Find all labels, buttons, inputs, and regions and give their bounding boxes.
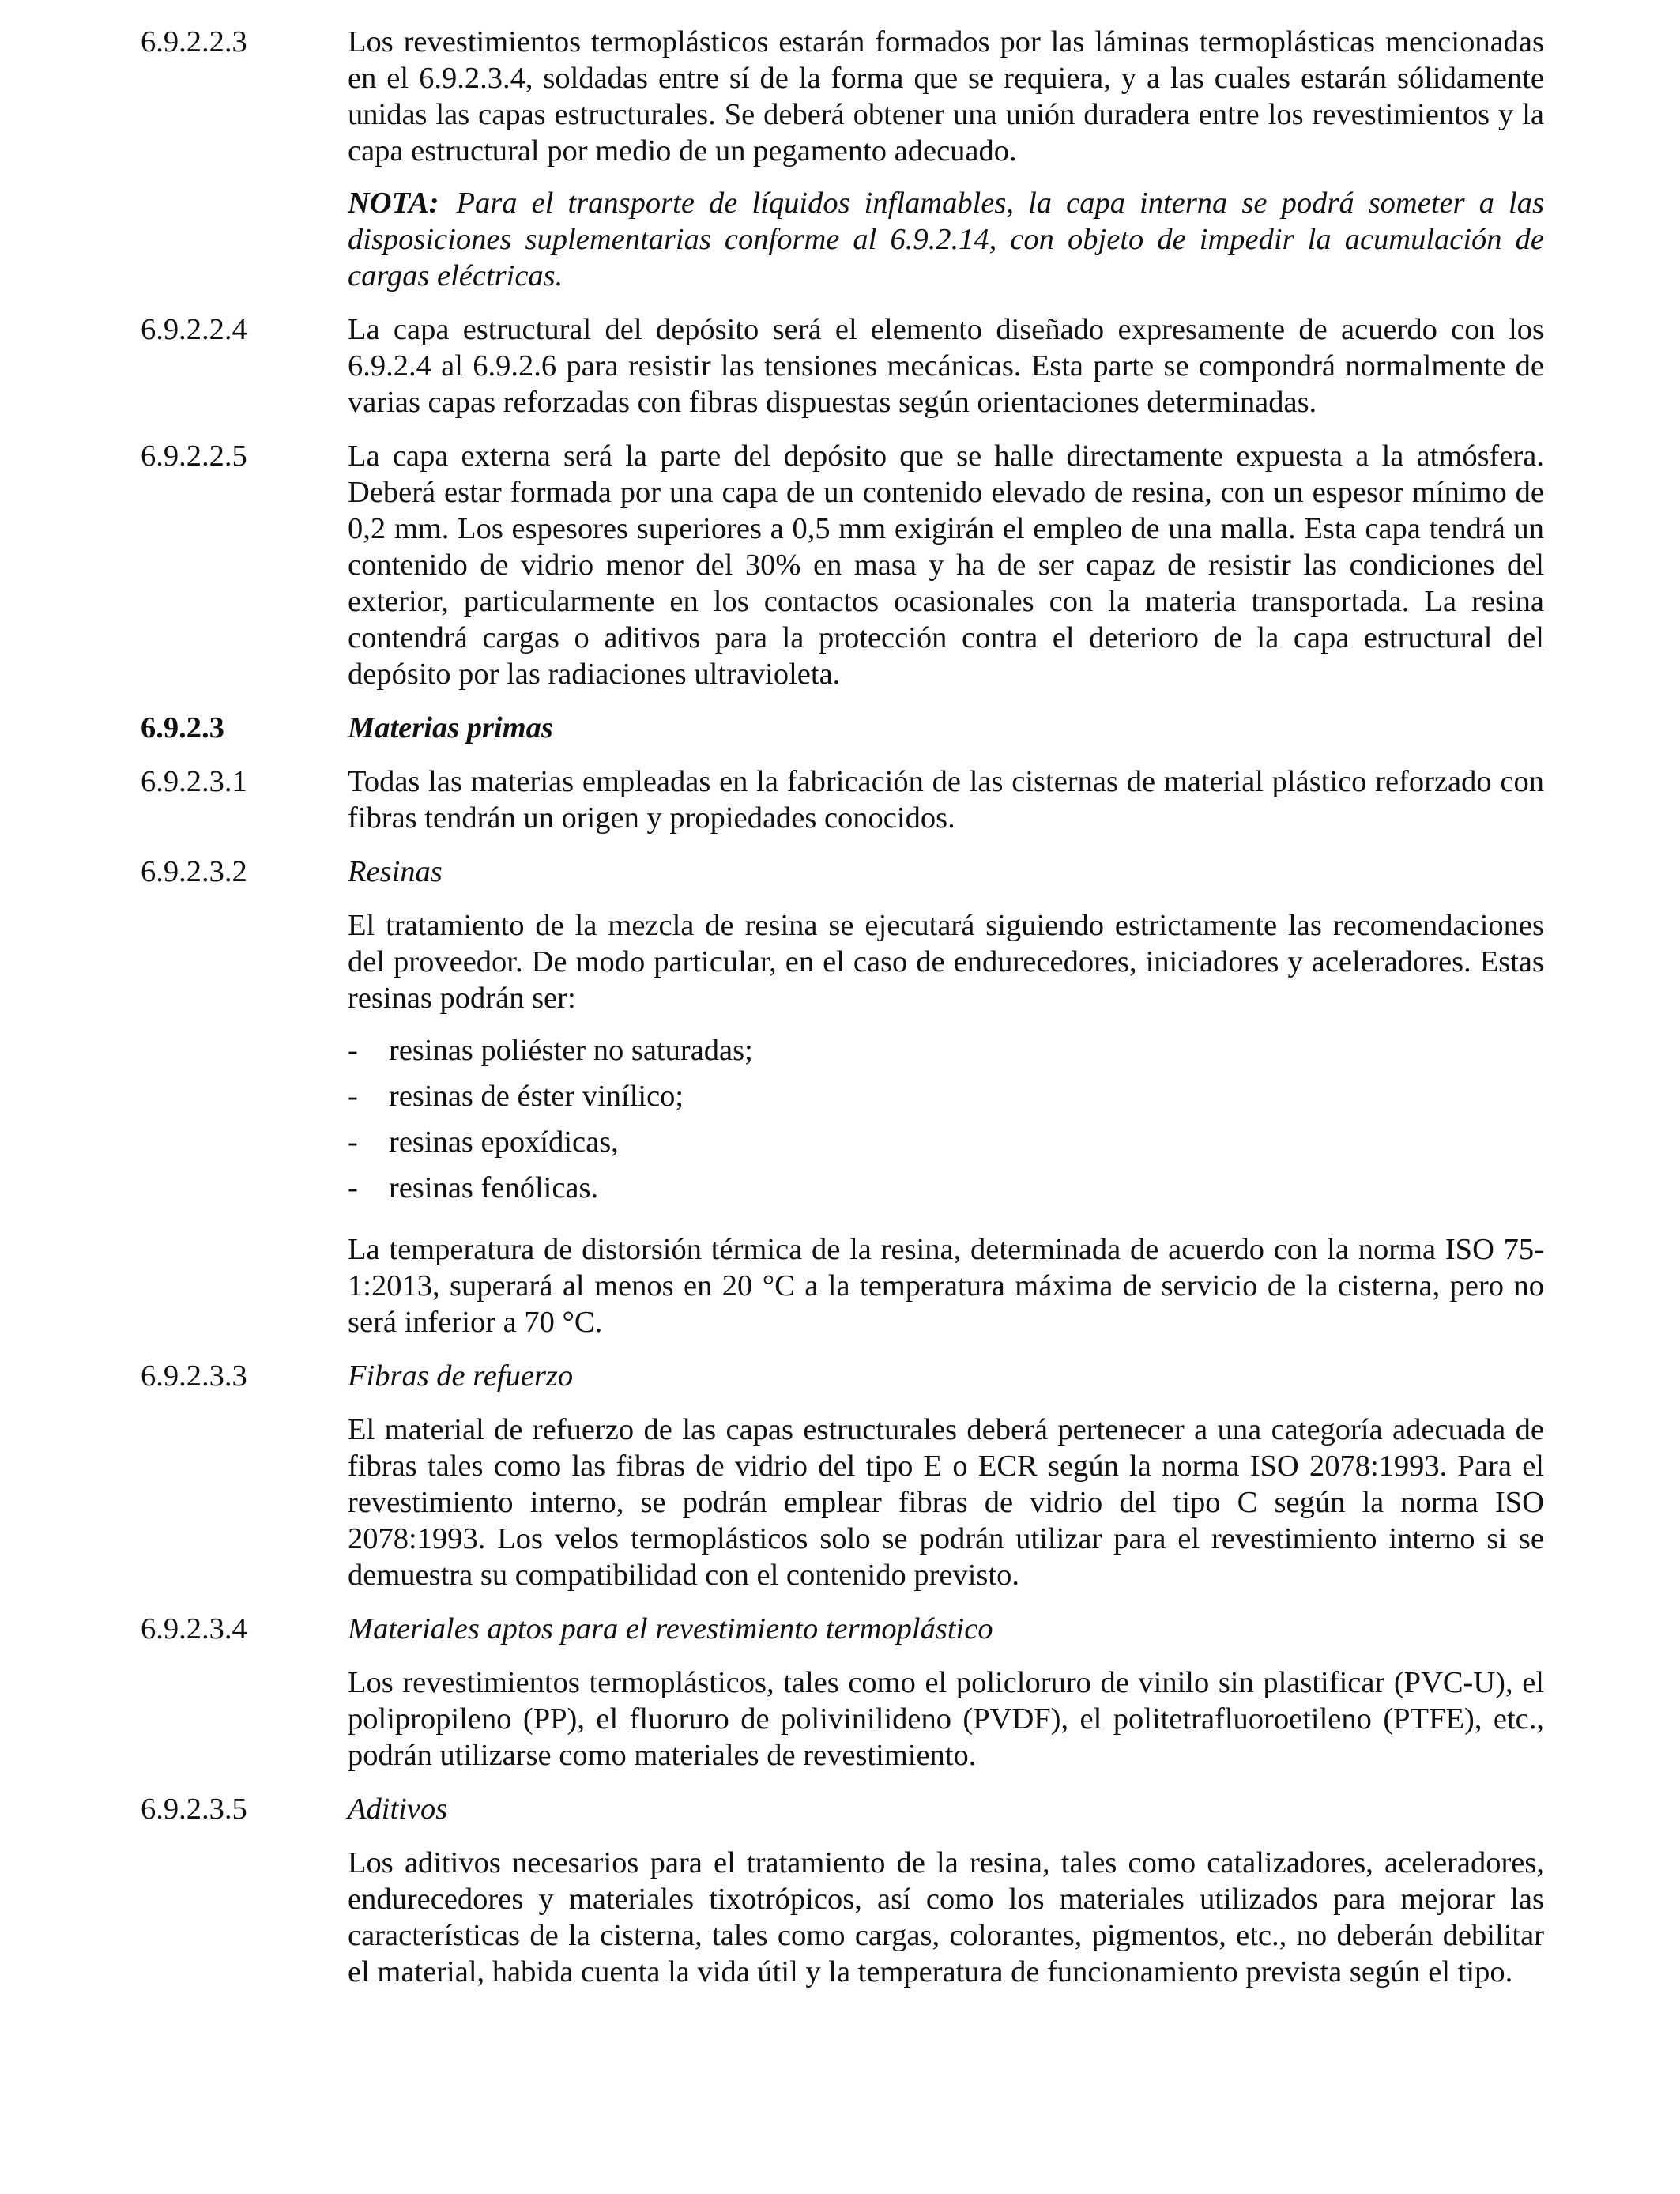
clause-title: Aditivos xyxy=(348,1793,448,1826)
list-item: - resinas epoxídicas, xyxy=(348,1125,619,1159)
clause-6-9-2-3-5 xyxy=(141,1791,1544,1990)
clause-text: La temperatura de distorsión térmica de la resina, determinada de acuerdo con la norma ISO 75-1:2013, superará al menos en 20 °C a la temperatura máxima de servicio de la cisterna, pero no será inferior a 70 °C. xyxy=(348,1233,1544,1339)
clause-number: 6.9.2.3.5 xyxy=(141,1793,247,1826)
clause-title: Resinas xyxy=(348,855,443,888)
clause-6-9-2-2-3 xyxy=(141,24,1544,294)
section-title: Materias primas xyxy=(348,711,553,745)
clause-6-9-2-3-3 xyxy=(141,1358,1544,1593)
clause-title: Fibras de refuerzo xyxy=(348,1359,574,1393)
section-number: 6.9.2.3 xyxy=(141,711,224,745)
clause-number: 6.9.2.3.3 xyxy=(141,1359,247,1393)
clause-text: El material de refuerzo de las capas estructurales deberá pertenecer a una categoría adecuada de fibras tales como las fibras de vidrio del tipo E o ECR según la norma ISO 2078:1993. Para el revestimiento interno, se podrán emplear fibras de vidrio del tipo C según la norma ISO 2078:1993. Los velos termoplásticos solo se podrán utilizar para el revestimiento interno si se demuestra su compatibilidad con el contenido previsto. xyxy=(348,1413,1544,1592)
clause-6-9-2-2-4 xyxy=(141,311,1544,420)
resin-list xyxy=(348,1032,1544,1206)
note-label: NOTA: xyxy=(348,187,439,220)
section-6-9-2-3 xyxy=(141,710,1544,746)
note xyxy=(348,185,1544,294)
clause-6-9-2-3-2 xyxy=(141,854,1544,1340)
clause-text: La capa externa será la parte del depósito que se halle directamente expuesta a la atmósfera. Deberá estar formada por una capa de un contenido elevado de resina, con un espesor mínimo de 0,2 mm. Los espesores superiores a 0,5 mm exigirán el empleo de una malla. Esta capa tendrá un contenido de vidrio menor del 30% en masa y ha de ser capaz de resistir las condiciones del exterior, particularmente en los contactos ocasionales con la materia transportada. La resina contendrá cargas o aditivos para la protección contra el deterioro de la capa estructural del depósito por las radiaciones ultravioleta. xyxy=(348,439,1544,691)
clause-text: Todas las materias empleadas en la fabricación de las cisternas de material plástico reforzado con fibras tendrán un origen y propiedades conocidos. xyxy=(348,765,1544,835)
clause-title: Materiales aptos para el revestimiento termoplástico xyxy=(348,1612,993,1646)
clause-number: 6.9.2.3.2 xyxy=(141,855,247,888)
clause-number: 6.9.2.2.3 xyxy=(141,25,247,58)
clause-text: Los revestimientos termoplásticos estarán formados por las láminas termoplásticas mencionadas en el 6.9.2.3.4, soldadas entre sí de la forma que se requiera, y a las cuales estarán sólidamente unidas las capas estructurales. Se deberá obtener una unión duradera entre los revestimientos y la capa estructural por medio de un pegamento adecuado. xyxy=(348,25,1544,168)
document-page xyxy=(141,24,1544,1990)
clause-number: 6.9.2.3.4 xyxy=(141,1612,247,1646)
clause-number: 6.9.2.2.4 xyxy=(141,313,247,346)
clause-text: Los revestimientos termoplásticos, tales como el policloruro de vinilo sin plastificar (PVC-U), el polipropileno (PP), el fluoruro de polivinilideno (PVDF), el politetrafluoroetileno (PTFE), etc., podrán utilizarse como materiales de revestimiento. xyxy=(348,1666,1544,1772)
clause-number: 6.9.2.3.1 xyxy=(141,765,247,798)
note-text: Para el transporte de líquidos inflamables, la capa interna se podrá someter a las disposiciones suplementarias conforme al 6.9.2.14, con objeto de impedir la acumulación de cargas eléctricas. xyxy=(348,187,1544,292)
list-item: - resinas de éster vinílico; xyxy=(348,1080,684,1113)
clause-6-9-2-3-4 xyxy=(141,1611,1544,1774)
list-item: - resinas fenólicas. xyxy=(348,1171,599,1204)
clause-6-9-2-3-1 xyxy=(141,763,1544,836)
clause-text: El tratamiento de la mezcla de resina se ejecutará siguiendo estrictamente las recomendaciones del proveedor. De modo particular, en el caso de endurecedores, iniciadores y aceleradores. Estas resinas podrán ser: xyxy=(348,909,1544,1015)
list-item: - resinas poliéster no saturadas; xyxy=(348,1034,753,1067)
clause-6-9-2-2-5 xyxy=(141,438,1544,692)
clause-text: La capa estructural del depósito será el elemento diseñado expresamente de acuerdo con los 6.9.2.4 al 6.9.2.6 para resistir las tensiones mecánicas. Esta parte se compondrá normalmente de varias capas reforzadas con fibras dispuestas según orientaciones determinadas. xyxy=(348,313,1544,419)
clause-number: 6.9.2.2.5 xyxy=(141,439,247,473)
clause-text: Los aditivos necesarios para el tratamiento de la resina, tales como catalizadores, aceleradores, endurecedores y materiales tixotrópicos, así como los materiales utilizados para mejorar las características de la cisterna, tales como cargas, colorantes, pigmentos, etc., no deberán debilitar el material, habida cuenta la vida útil y la temperatura de funcionamiento prevista según el tipo. xyxy=(348,1846,1544,1989)
